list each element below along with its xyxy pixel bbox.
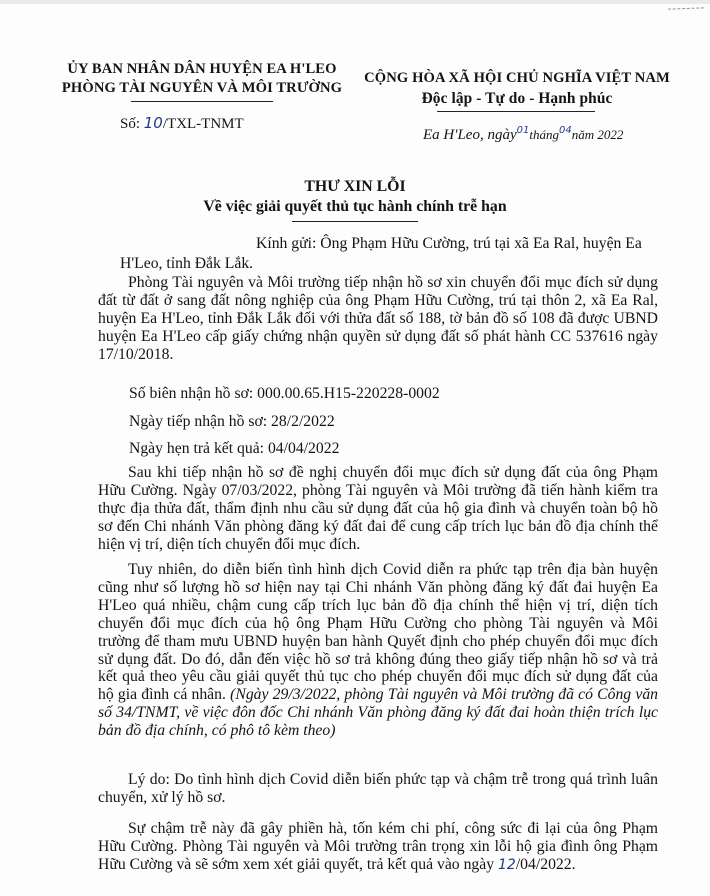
date-month-label: tháng [529,127,559,142]
return-date-suffix: /04/2022. [515,855,576,873]
salutation-line-2: H'Leo, tỉnh Đắk Lắk. [120,255,254,272]
date-place-label: Ea H'Leo, ngày [423,127,517,143]
scan-artifact [668,7,704,11]
subject-underline [292,221,418,222]
doc-number-handwritten: 10 [143,114,163,132]
country-name: CỘNG HÒA XÃ HỘI CHỦ NGHĨA VIỆT NAM [364,70,670,86]
paragraph-delay-reason [98,561,658,740]
letter-subject: Về việc giải quyết thủ tục hành chính trễ hạn [203,198,507,215]
due-date: Ngày hẹn trả kết quả: 04/04/2022 [129,440,340,457]
apology-text: Sự chậm trễ này đã gây phiền hà, tốn kém chi phí, công sức đi lại của ông Phạm Hữu Cường. Phòng Tài nguyên và Môi trường trân trọng xin lỗi hộ gia đình ông Phạm Hữu Cường và sẽ sớm xem xét giải quyết, trả kết quả vào ngày [98,820,658,873]
date-place [423,125,623,144]
doc-number [120,114,244,133]
letter-title: THƯ XIN LỖI [304,178,406,195]
return-day-handwritten: 12 [498,856,516,873]
agency-name: PHÒNG TÀI NGUYÊN VÀ MÔI TRƯỜNG [61,80,343,96]
delay-note-italic: (Ngày 29/3/2022, phòng Tài nguyên và Môi trường đã có Công văn số 34/TNMT, về việc đôn đốc Chi nhánh Văn phòng đăng ký đất đai hoàn thiện trích lục bản đồ địa chính, có phô tô kèm theo) [98,686,659,740]
doc-number-label: Số: [120,116,141,132]
motto-underline [437,111,595,112]
agency-underline [131,101,273,102]
receipt-number: Số biên nhận hồ sơ: 000.00.65.H15-220228-0002 [129,385,440,402]
date-month-handwritten: 04 [558,125,572,136]
paragraph-reason: Lý do: Do tình hình dịch Covid diễn biến phức tạp và chậm trễ trong quá trình luân chuyển, xử lý hồ sơ. [98,771,658,806]
received-date: Ngày tiếp nhận hồ sơ: 28/2/2022 [129,413,335,430]
scan-edge [0,0,710,4]
paragraph-processing: Sau khi tiếp nhận hồ sơ đề nghị chuyển đổi mục đích sử dụng đất của ông Phạm Hữu Cường. Ngày 07/03/2022, phòng Tài nguyên và Môi trường đã tiến hành kiểm tra thực địa thửa đất, thẩm định nhu cầu sử dụng đất của hộ gia đình và chuyển toàn bộ hồ sơ đến Chi nhánh Văn phòng đăng ký đất đai để cung cấp trích lục bản đồ địa chính thể hiện vị trí, diện tích chuyển đổi mục đích. [98,464,658,553]
salutation-line-1: Kính gửi: Ông Phạm Hữu Cường, trú tại xã Ea Ral, huyện Ea [256,235,642,252]
agency-parent: ỦY BAN NHÂN DÂN HUYỆN EA H'LEO [67,61,337,77]
national-motto: Độc lập - Tự do - Hạnh phúc [421,90,613,107]
date-year: năm 2022 [571,127,624,142]
paragraph-apology [98,820,658,875]
doc-number-suffix: /TXL-TNMT [162,116,244,132]
date-day-handwritten: 01 [516,125,530,136]
delay-explanation: Tuy nhiên, do diễn biến tình hình dịch Covid diễn ra phức tạp trên địa bàn huyện cũng như số lượng hồ sơ hiện nay tại Chi nhánh Văn phòng đăng ký đất đai huyện Ea H'Leo quá nhiều, chậm cung cấp trích lục bản đồ địa chính thể hiện vị trí, diện tích chuyển đổi mục đích của hộ ông Phạm Hữu Cường cho phòng Tài nguyên và Môi trường để tham mưu UBND huyện ban hành Quyết định cho phép chuyển đổi mục đích sử dụng đất. Do đó, dẫn đến việc hồ sơ trả không đúng theo giấy tiếp nhận hồ sơ và trả kết quả theo yêu cầu giải quyết thủ tục cho phép chuyển đổi mục đích sử dụng đất của hộ gia đình cá nhân. [98,561,658,704]
paragraph-intake: Phòng Tài nguyên và Môi trường tiếp nhận hồ sơ xin chuyển đổi mục đích sử dụng đất từ đất ở sang đất nông nghiệp của ông Phạm Hữu Cường, trú tại thôn 2, xã Ea Ral, huyện Ea H'Leo, tỉnh Đắk Lắk đối với thửa đất số 188, tờ bản đồ số 108 đã được UBND huyện Ea H'Leo cấp giấy chứng nhận quyền sử dụng đất số phát hành CC 537616 ngày 17/10/2018. [98,274,658,363]
